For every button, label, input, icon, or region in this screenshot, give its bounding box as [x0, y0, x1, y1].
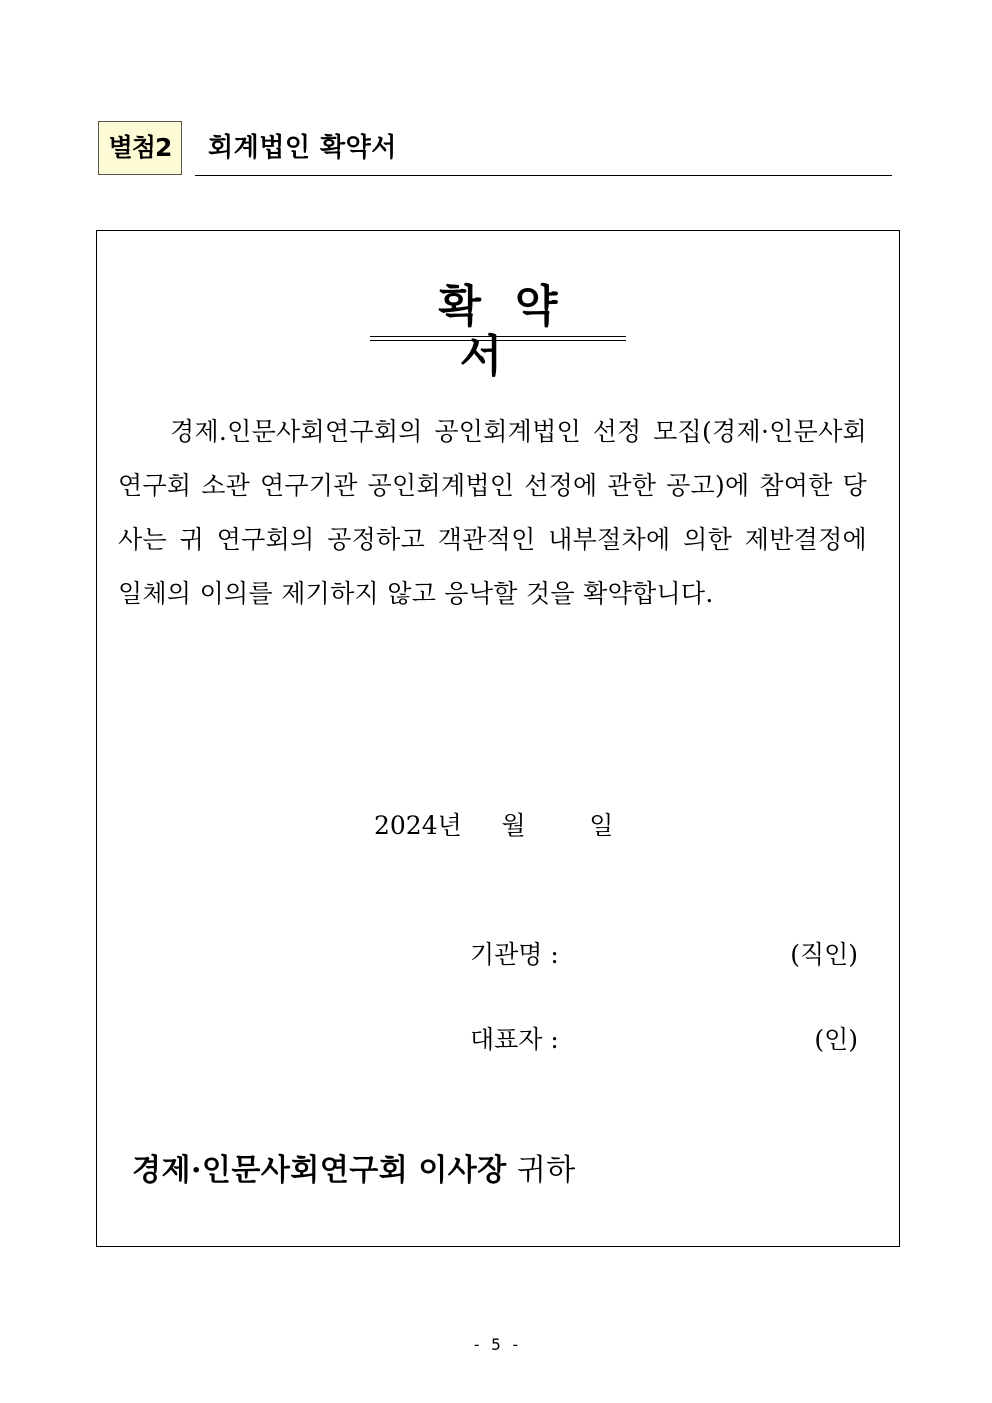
recipient-title: 이사장: [418, 1153, 507, 1188]
organization-field: [470, 935, 858, 975]
pledge-body-text: 경제.인문사회연구회의 공인회계법인 선정 모집(경제·인문사회연구회 소관 연구기관 공인회계법인 선정에 관한 공고)에 참여한 당 사는 귀 연구회의 공정하고 객관적인 내부절차에 의한 제반결정에 일체의 이의를 제기하지 않고 응낙할 것을 확약합니다.: [118, 417, 867, 608]
pledge-date: 2024년 월 일: [374, 811, 614, 840]
recipient-suffix: 귀하: [516, 1153, 576, 1188]
personal-seal-mark: (인): [814, 1025, 858, 1054]
representative-label: 대표자 :: [470, 1025, 559, 1054]
document-heading: 확약서: [438, 281, 592, 382]
section-title: 회계법인 확약서: [208, 133, 397, 163]
recipient-organization: 경제·인문사회연구회: [132, 1153, 409, 1188]
pledge-document-frame: [96, 230, 900, 1247]
page-number: - 5 -: [471, 1335, 521, 1354]
representative-field: [470, 1020, 858, 1060]
attachment-badge: 별첨2: [98, 121, 182, 175]
organization-label: 기관명 :: [470, 940, 559, 969]
recipient-line: [132, 1148, 576, 1194]
title-underline: [195, 175, 892, 176]
official-seal-mark: (직인): [790, 940, 858, 969]
heading-underline-top: [370, 336, 626, 337]
heading-underline-bottom: [370, 340, 626, 341]
